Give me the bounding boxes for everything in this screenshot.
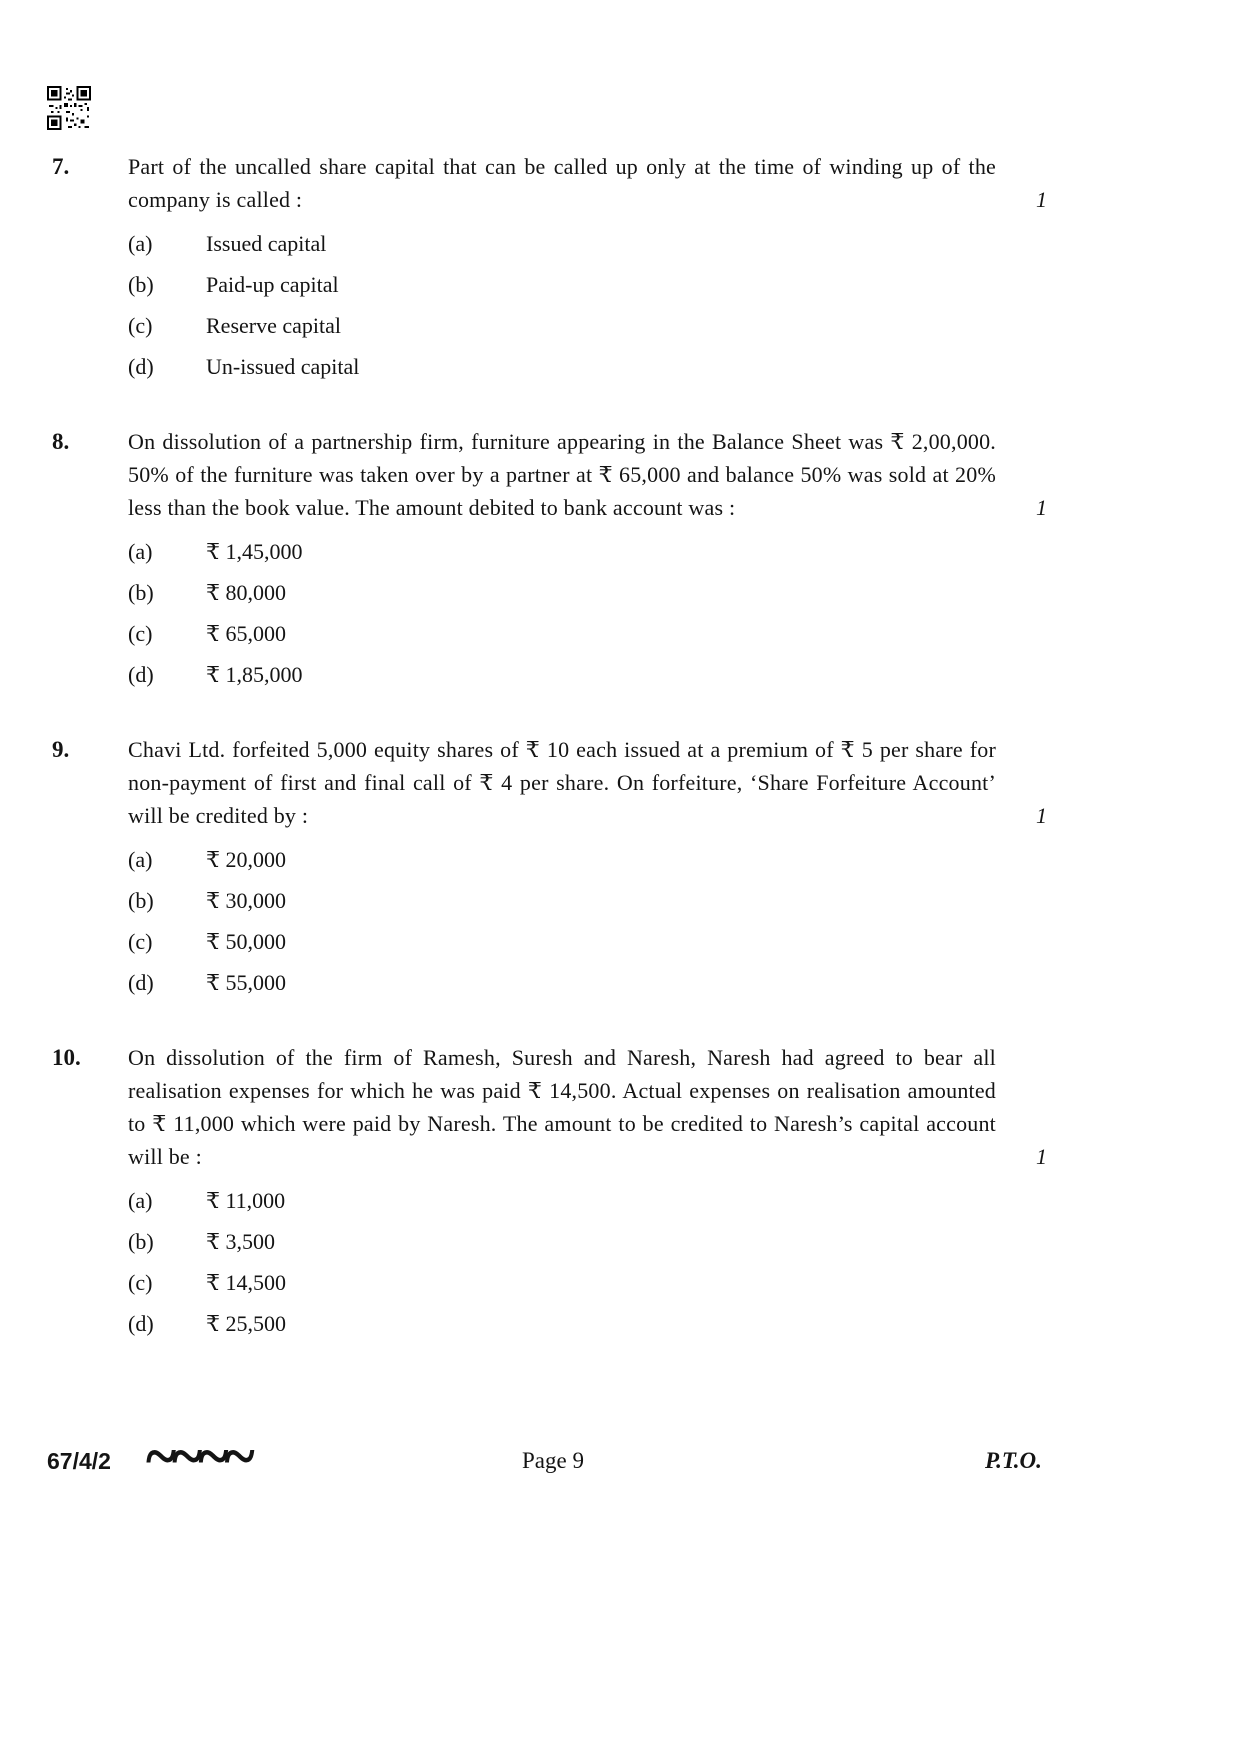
option-a (128, 538, 1241, 566)
option-letter: (a) (128, 539, 153, 564)
option-letter: (c) (128, 1270, 153, 1295)
question-9 (0, 733, 1241, 997)
option-d (128, 353, 1241, 381)
option-a (128, 230, 1241, 258)
option-c (128, 312, 1241, 340)
option-d (128, 969, 1241, 997)
option-letter: (c) (128, 621, 153, 646)
option-letter: (a) (128, 847, 153, 872)
option-a (128, 846, 1241, 874)
option-text: ₹ 55,000 (206, 970, 286, 995)
option-text: ₹ 30,000 (206, 888, 286, 913)
option-letter: (b) (128, 580, 154, 605)
option-b (128, 579, 1241, 607)
option-text: ₹ 3,500 (206, 1229, 275, 1254)
option-letter: (b) (128, 888, 154, 913)
option-letter: (a) (128, 1188, 153, 1213)
option-text: ₹ 50,000 (206, 929, 286, 954)
option-c (128, 928, 1241, 956)
pto-label: P.T.O. (985, 1448, 1042, 1473)
page-number: Page 9 (522, 1448, 584, 1473)
question-number: 10. (52, 1045, 81, 1070)
question-text: Part of the uncalled share capital that can be called up only at the time of winding up of the company is called : (128, 154, 996, 212)
option-b (128, 887, 1241, 915)
question-number: 7. (52, 154, 70, 179)
option-text: Reserve capital (206, 313, 341, 338)
option-b (128, 1228, 1241, 1256)
options-list (128, 1187, 1241, 1338)
question-marks: 1 (1036, 1144, 1047, 1169)
question-text: Chavi Ltd. forfeited 5,000 equity shares of ₹ 10 each issued at a premium of ₹ 5 per share for non-payment of first and final call of ₹ 4 per share. On forfeiture, ‘Share Forfeiture Account’ will be credited by : (128, 737, 996, 828)
option-letter: (d) (128, 970, 154, 995)
option-d (128, 1310, 1241, 1338)
questions-list (0, 150, 1241, 1382)
option-letter: (c) (128, 313, 153, 338)
question-number: 9. (52, 737, 70, 762)
option-letter: (b) (128, 1229, 154, 1254)
options-list (128, 846, 1241, 997)
option-letter: (c) (128, 929, 153, 954)
squiggle-decoration: ~~~~ (146, 1418, 251, 1493)
option-text: ₹ 14,500 (206, 1270, 286, 1295)
option-text: ₹ 1,45,000 (206, 539, 303, 564)
options-list (128, 230, 1241, 381)
option-text: Issued capital (206, 231, 327, 256)
question-10 (0, 1041, 1241, 1338)
options-list (128, 538, 1241, 689)
paper-code: 67/4/2 (47, 1448, 111, 1474)
question-marks: 1 (1036, 803, 1047, 828)
option-c (128, 620, 1241, 648)
qr-code-icon (47, 86, 91, 130)
question-number: 8. (52, 429, 70, 454)
option-text: ₹ 11,000 (206, 1188, 286, 1213)
option-letter: (d) (128, 662, 154, 687)
question-8 (0, 425, 1241, 689)
option-text: Paid-up capital (206, 272, 339, 297)
question-text: On dissolution of the firm of Ramesh, Suresh and Naresh, Naresh had agreed to bear all realisation expenses for which he was paid ₹ 14,500. Actual expenses on realisation amounted to ₹ 11,000 which were paid by Naresh. The amount to be credited to Naresh’s capital account will be : (128, 1045, 996, 1169)
option-d (128, 661, 1241, 689)
question-marks: 1 (1036, 495, 1047, 520)
option-b (128, 271, 1241, 299)
question-marks: 1 (1036, 187, 1047, 212)
page-footer (0, 1418, 1241, 1496)
option-letter: (d) (128, 354, 154, 379)
option-letter: (a) (128, 231, 153, 256)
option-text: ₹ 25,500 (206, 1311, 286, 1336)
option-letter: (d) (128, 1311, 154, 1336)
question-7 (0, 150, 1241, 381)
option-c (128, 1269, 1241, 1297)
option-text: Un-issued capital (206, 354, 360, 379)
question-text: On dissolution of a partnership firm, furniture appearing in the Balance Sheet was ₹ 2,00,000. 50% of the furniture was taken over by a partner at ₹ 65,000 and balance 50% was sold at 20% less than the book value. The amount debited to bank account was : (128, 429, 996, 520)
option-text: ₹ 1,85,000 (206, 662, 303, 687)
option-a (128, 1187, 1241, 1215)
option-text: ₹ 20,000 (206, 847, 286, 872)
option-text: ₹ 65,000 (206, 621, 286, 646)
option-text: ₹ 80,000 (206, 580, 286, 605)
option-letter: (b) (128, 272, 154, 297)
